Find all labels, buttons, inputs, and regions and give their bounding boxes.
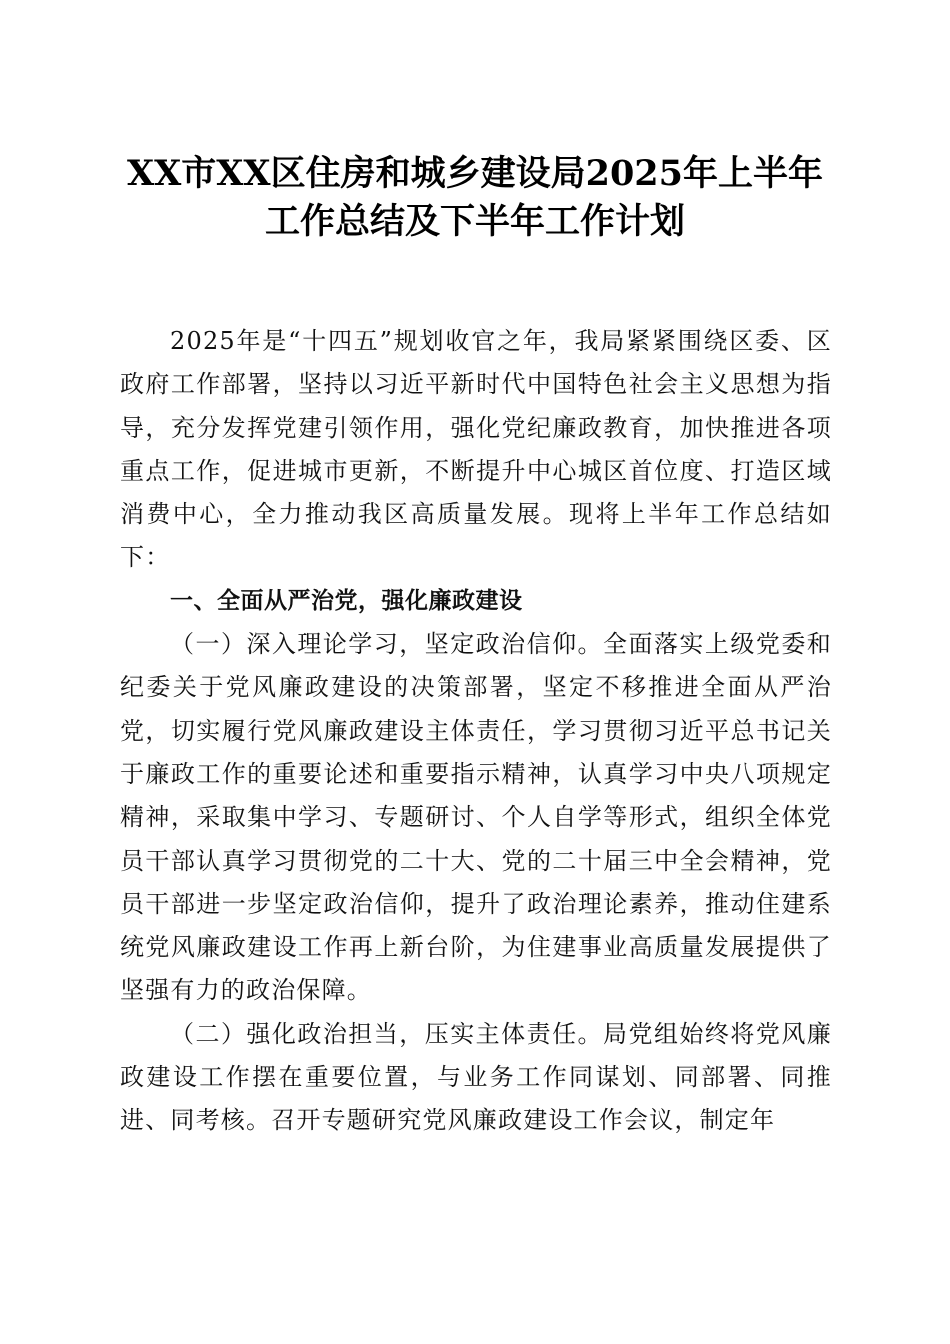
- title-line-1: XX市XX区住房和城乡建设局2025年上半年: [126, 153, 824, 194]
- document-body: [120, 320, 832, 1143]
- paragraph-2: （二）强化政治担当，压实主体责任。局党组始终将党风廉政建设工作摆在重要位置，与业务工作同谋划、同部署、同推进、同考核。召开专题研究党风廉政建设工作会议，制定年: [120, 1019, 832, 1135]
- document-title: [100, 150, 850, 246]
- section-heading-1: 一、全面从严治党，强化廉政建设: [170, 587, 523, 614]
- title-line-2: 工作总结及下半年工作计划: [264, 201, 685, 242]
- intro-paragraph: 2025年是“十四五”规划收官之年，我局紧紧围绕区委、区政府工作部署，坚持以习近平新时代中国特色社会主义思想为指导，充分发挥党建引领作用，强化党纪廉政教育，加快推进各项重点工作，促进城市更新，不断提升中心城区首位度、打造区域消费中心，全力推动我区高质量发展。现将上半年工作总结如下：: [120, 327, 832, 572]
- paragraph-1: （一）深入理论学习，坚定政治信仰。全面落实上级党委和纪委关于党风廉政建设的决策部署，坚定不移推进全面从严治党，切实履行党风廉政建设主体责任，学习贯彻习近平总书记关于廉政工作的重要论述和重要指示精神，认真学习中央八项规定精神，采取集中学习、专题研讨、个人自学等形式，组织全体党员干部认真学习贯彻党的二十大、党的二十届三中全会精神，党员干部进一步坚定政治信仰，提升了政治理论素养，推动住建系统党风廉政建设工作再上新台阶，为住建事业高质量发展提供了坚强有力的政治保障。: [120, 630, 832, 1005]
